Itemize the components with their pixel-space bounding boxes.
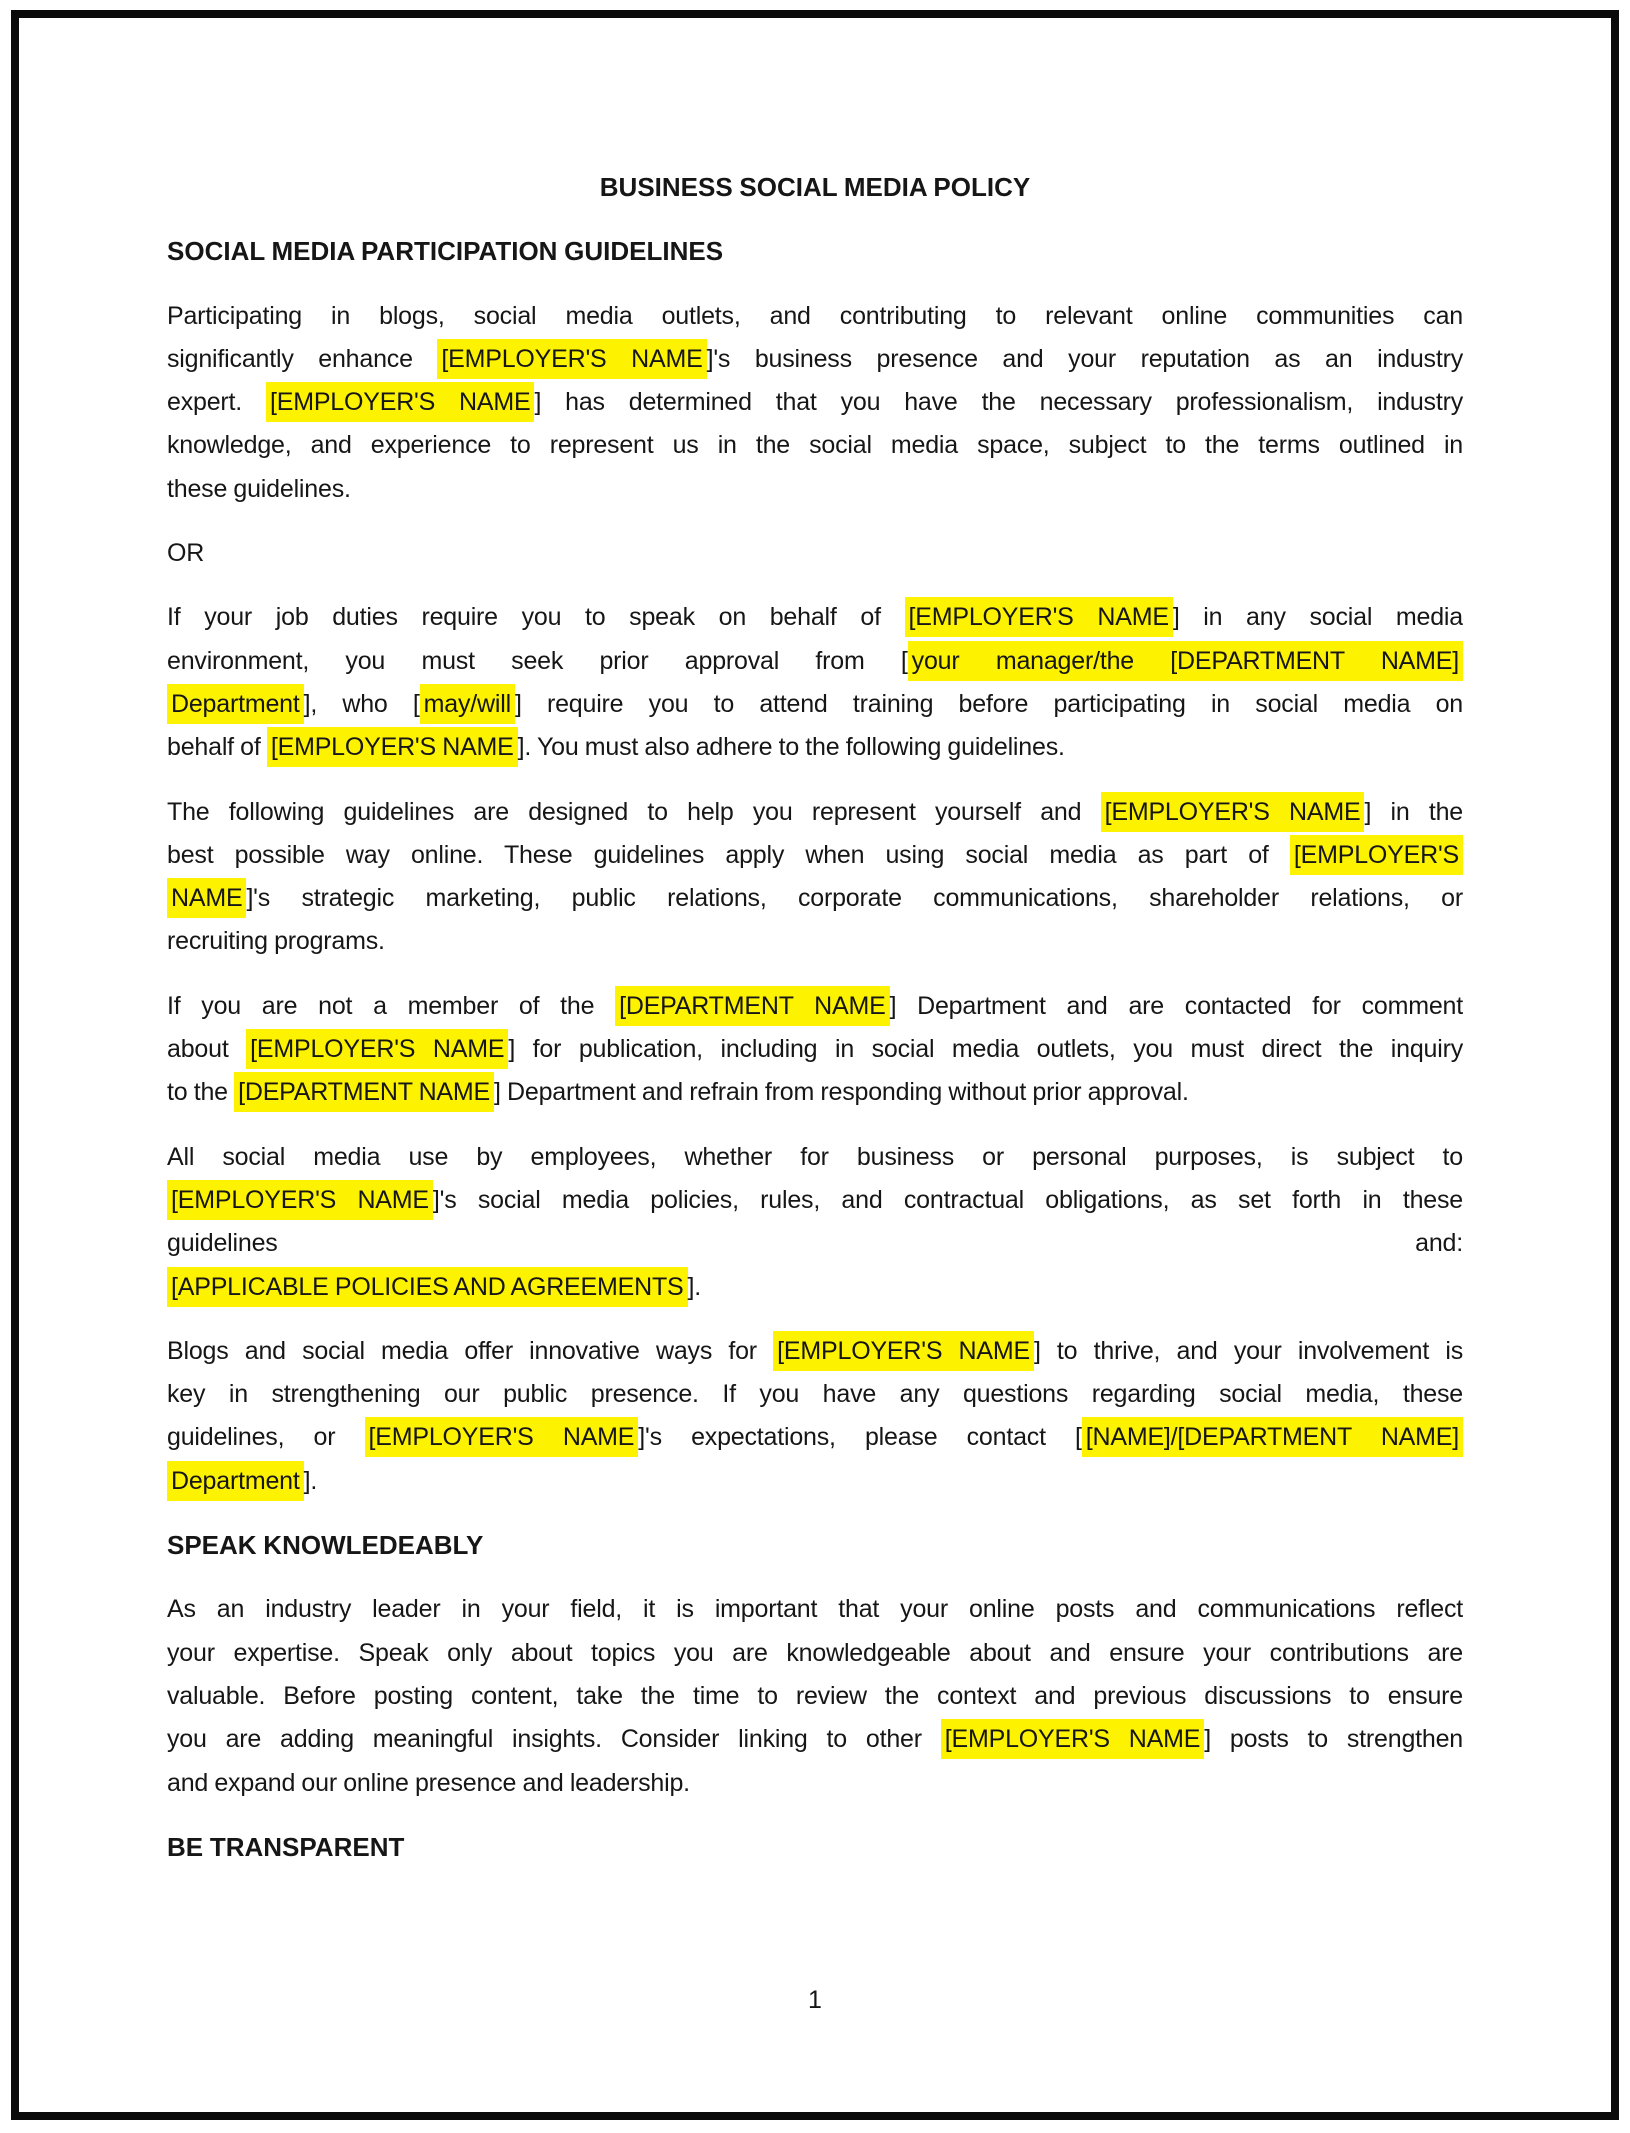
text-line (167, 1179, 1463, 1222)
text-segment: ]. You must also adhere to the following guidelines. (517, 733, 1065, 762)
text-segment: ]'s expectations, please contact [ (638, 1423, 1082, 1452)
text-segment: ] for publication, including in social media outlets, you must direct the inquiry (508, 1035, 1463, 1064)
text-segment: ]'s business presence and your reputation as an industry (706, 344, 1463, 373)
text-line (167, 338, 1463, 381)
text-segment: key in strengthening our public presence. If you have any questions regarding social media, these (167, 1380, 1463, 1409)
highlighted-placeholder: NAME (167, 878, 246, 918)
text-segment: ] in any social media (1172, 603, 1463, 632)
text-segment: guidelines and: (167, 1229, 1463, 1258)
text-line (167, 1330, 1463, 1373)
text-segment: OR (167, 539, 205, 568)
text-segment: and expand our online presence and leadership. (167, 1768, 690, 1797)
text-segment: Blogs and social media offer innovative ways for (167, 1336, 774, 1365)
text-segment: valuable. Before posting content, take the time to review the context and previous discussions to ensure (167, 1681, 1463, 1710)
section-heading: BE TRANSPARENT (167, 1831, 405, 1862)
highlighted-placeholder: [APPLICABLE POLICIES AND AGREEMENTS (167, 1267, 688, 1307)
highlighted-placeholder: [EMPLOYER'S NAME (905, 597, 1173, 637)
text-segment: ]'s social media policies, rules, and contractual obligations, as set forth in these (432, 1185, 1463, 1214)
highlighted-placeholder: [DEPARTMENT NAME (234, 1072, 494, 1112)
text-segment: ] Department and are contacted for comment (889, 991, 1463, 1020)
text-segment: behalf of (167, 733, 267, 762)
text-segment: ] has determined that you have the necessary professionalism, industry (534, 388, 1463, 417)
text-line (167, 1266, 1463, 1309)
text-segment: ], who [ (303, 689, 420, 718)
text-line (167, 683, 1463, 726)
highlighted-placeholder: [EMPLOYER'S NAME (266, 382, 534, 422)
text-line (167, 791, 1463, 834)
text-segment: knowledge, and experience to represent us in the social media space, subject to the terms outlined in (167, 431, 1463, 460)
text-segment: best possible way online. These guidelines apply when using social media as part of (167, 840, 1290, 869)
text-line (167, 1416, 1463, 1459)
text-line (167, 532, 1463, 575)
text-segment: expert. (167, 388, 266, 417)
highlighted-placeholder: [EMPLOYER'S NAME (246, 1029, 508, 1069)
highlighted-placeholder: [EMPLOYER'S NAME (1101, 792, 1365, 832)
text-segment: recruiting programs. (167, 927, 385, 956)
text-segment: environment, you must seek prior approval from [ (167, 646, 908, 675)
text-segment: ]. (687, 1272, 702, 1301)
text-line (167, 295, 1463, 338)
text-segment: ] posts to strengthen (1204, 1725, 1463, 1754)
text-line (167, 877, 1463, 920)
text-segment: ] to thrive, and your involvement is (1033, 1336, 1463, 1365)
text-segment: your expertise. Speak only about topics you are knowledgeable about and ensure your contributions are (167, 1638, 1463, 1667)
text-line (167, 726, 1463, 769)
highlighted-placeholder: [DEPARTMENT NAME (615, 986, 889, 1026)
text-line (167, 985, 1463, 1028)
text-line (167, 424, 1463, 467)
text-line (167, 1136, 1463, 1179)
paragraph (167, 295, 1463, 511)
text-segment: If you are not a member of the (167, 991, 616, 1020)
highlighted-placeholder: Department (167, 684, 304, 724)
paragraph (167, 1588, 1463, 1804)
highlighted-placeholder: your manager/the [DEPARTMENT NAME] (908, 641, 1463, 681)
text-line (167, 1222, 1463, 1265)
paragraph (167, 1136, 1463, 1309)
text-segment: Participating in blogs, social media outlets, and contributing to relevant online communities can (167, 301, 1463, 330)
text-segment: If your job duties require you to speak on behalf of (167, 603, 905, 632)
text-segment: to the (167, 1078, 235, 1107)
highlighted-placeholder: [EMPLOYER'S NAME (437, 339, 706, 379)
text-segment: these guidelines. (167, 474, 351, 503)
text-line (167, 640, 1463, 683)
highlighted-placeholder: Department (167, 1461, 304, 1501)
text-line (167, 381, 1463, 424)
paragraph (167, 791, 1463, 964)
text-segment: you are adding meaningful insights. Consider linking to other (167, 1725, 941, 1754)
text-segment: guidelines, or (167, 1423, 365, 1452)
paragraph (167, 985, 1463, 1115)
text-line (167, 1373, 1463, 1416)
text-segment: significantly enhance (167, 344, 438, 373)
highlighted-placeholder: [EMPLOYER'S NAME (267, 727, 518, 767)
text-line (167, 468, 1463, 511)
text-line (167, 596, 1463, 639)
highlighted-placeholder: [EMPLOYER'S NAME (167, 1180, 433, 1220)
highlighted-placeholder: [EMPLOYER'S NAME (941, 1719, 1204, 1759)
highlighted-placeholder: [EMPLOYER'S NAME (365, 1417, 639, 1457)
text-line (167, 1588, 1463, 1631)
text-segment: The following guidelines are designed to help you represent yourself and (167, 797, 1101, 826)
section-heading: SPEAK KNOWLEDEABLY (167, 1530, 484, 1561)
document-body (167, 166, 1463, 1890)
text-segment: As an industry leader in your field, it is important that your online posts and communications reflect (167, 1595, 1463, 1624)
text-line (167, 1718, 1463, 1761)
text-segment: ] in the (1364, 797, 1463, 826)
paragraph (167, 532, 1463, 575)
paragraph (167, 596, 1463, 769)
text-segment: ] Department and refrain from responding without prior approval. (494, 1078, 1189, 1107)
page-number: 1 (808, 1986, 822, 2014)
text-line (167, 1762, 1463, 1805)
text-segment: about (167, 1035, 247, 1064)
text-segment: All social media use by employees, whether for business or personal purposes, is subject to (167, 1142, 1463, 1171)
text-segment: ]'s strategic marketing, public relations, corporate communications, shareholder relations, or (246, 884, 1463, 913)
text-line (167, 1460, 1463, 1503)
highlighted-placeholder: [EMPLOYER'S NAME (773, 1331, 1034, 1371)
highlighted-placeholder: [NAME]/[DEPARTMENT NAME] (1082, 1417, 1463, 1457)
highlighted-placeholder: [EMPLOYER'S (1290, 835, 1463, 875)
text-line (167, 1028, 1463, 1071)
text-line (167, 920, 1463, 963)
text-line (167, 1071, 1463, 1114)
text-segment: ]. (303, 1466, 318, 1495)
text-line (167, 1632, 1463, 1675)
text-line (167, 834, 1463, 877)
section-heading: SOCIAL MEDIA PARTICIPATION GUIDELINES (167, 236, 724, 267)
text-segment: ] require you to attend training before participating in social media on (514, 689, 1463, 718)
document-title: BUSINESS SOCIAL MEDIA POLICY (599, 172, 1031, 202)
text-line (167, 1675, 1463, 1718)
highlighted-placeholder: may/will (420, 684, 515, 724)
paragraph (167, 1330, 1463, 1503)
